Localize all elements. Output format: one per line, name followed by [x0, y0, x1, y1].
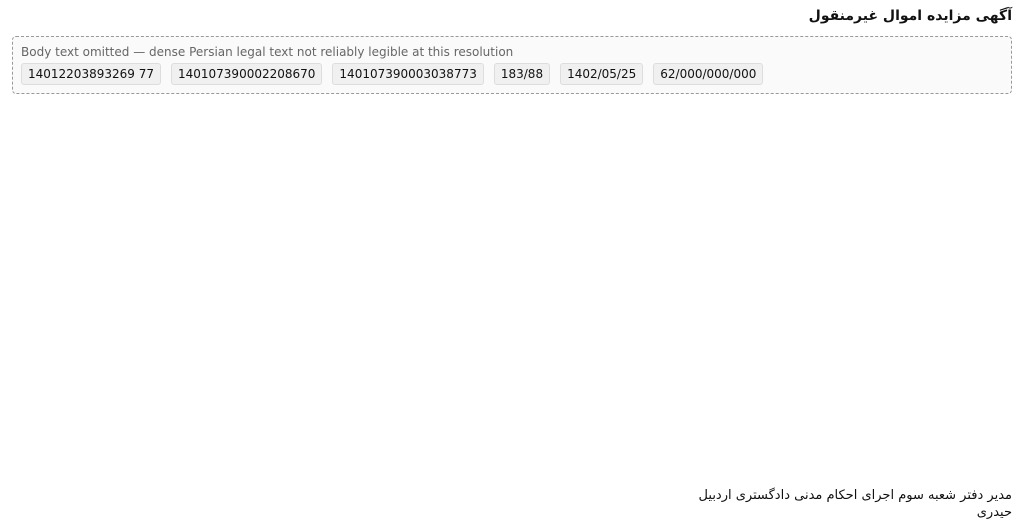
figure-ruling-number-1: 140107390002208670	[171, 63, 322, 85]
figure-case-number: 14012203893269 77	[21, 63, 161, 85]
body-placeholder	[12, 36, 1012, 94]
document-title: آگهی مزایده اموال غیرمنقول	[808, 8, 1012, 24]
legible-figures-section	[12, 36, 1012, 94]
figure-ruling-number-2: 140107390003038773	[332, 63, 483, 85]
signature-block	[699, 487, 1012, 522]
signature-line-1: مدیر دفتر شعبه سوم اجرای احکام مدنی دادگستری اردبیل	[698, 487, 1012, 503]
body-placeholder-label: Body text omitted — dense Persian legal text not reliably legible at this resolution	[21, 45, 514, 59]
signature-line-2: حیدری	[976, 505, 1012, 521]
figure-valuation: 62/000/000/000	[653, 63, 763, 85]
figure-area: 183/88	[494, 63, 550, 85]
legible-figures-list	[21, 63, 1003, 85]
figure-auction-date: 1402/05/25	[560, 63, 643, 85]
